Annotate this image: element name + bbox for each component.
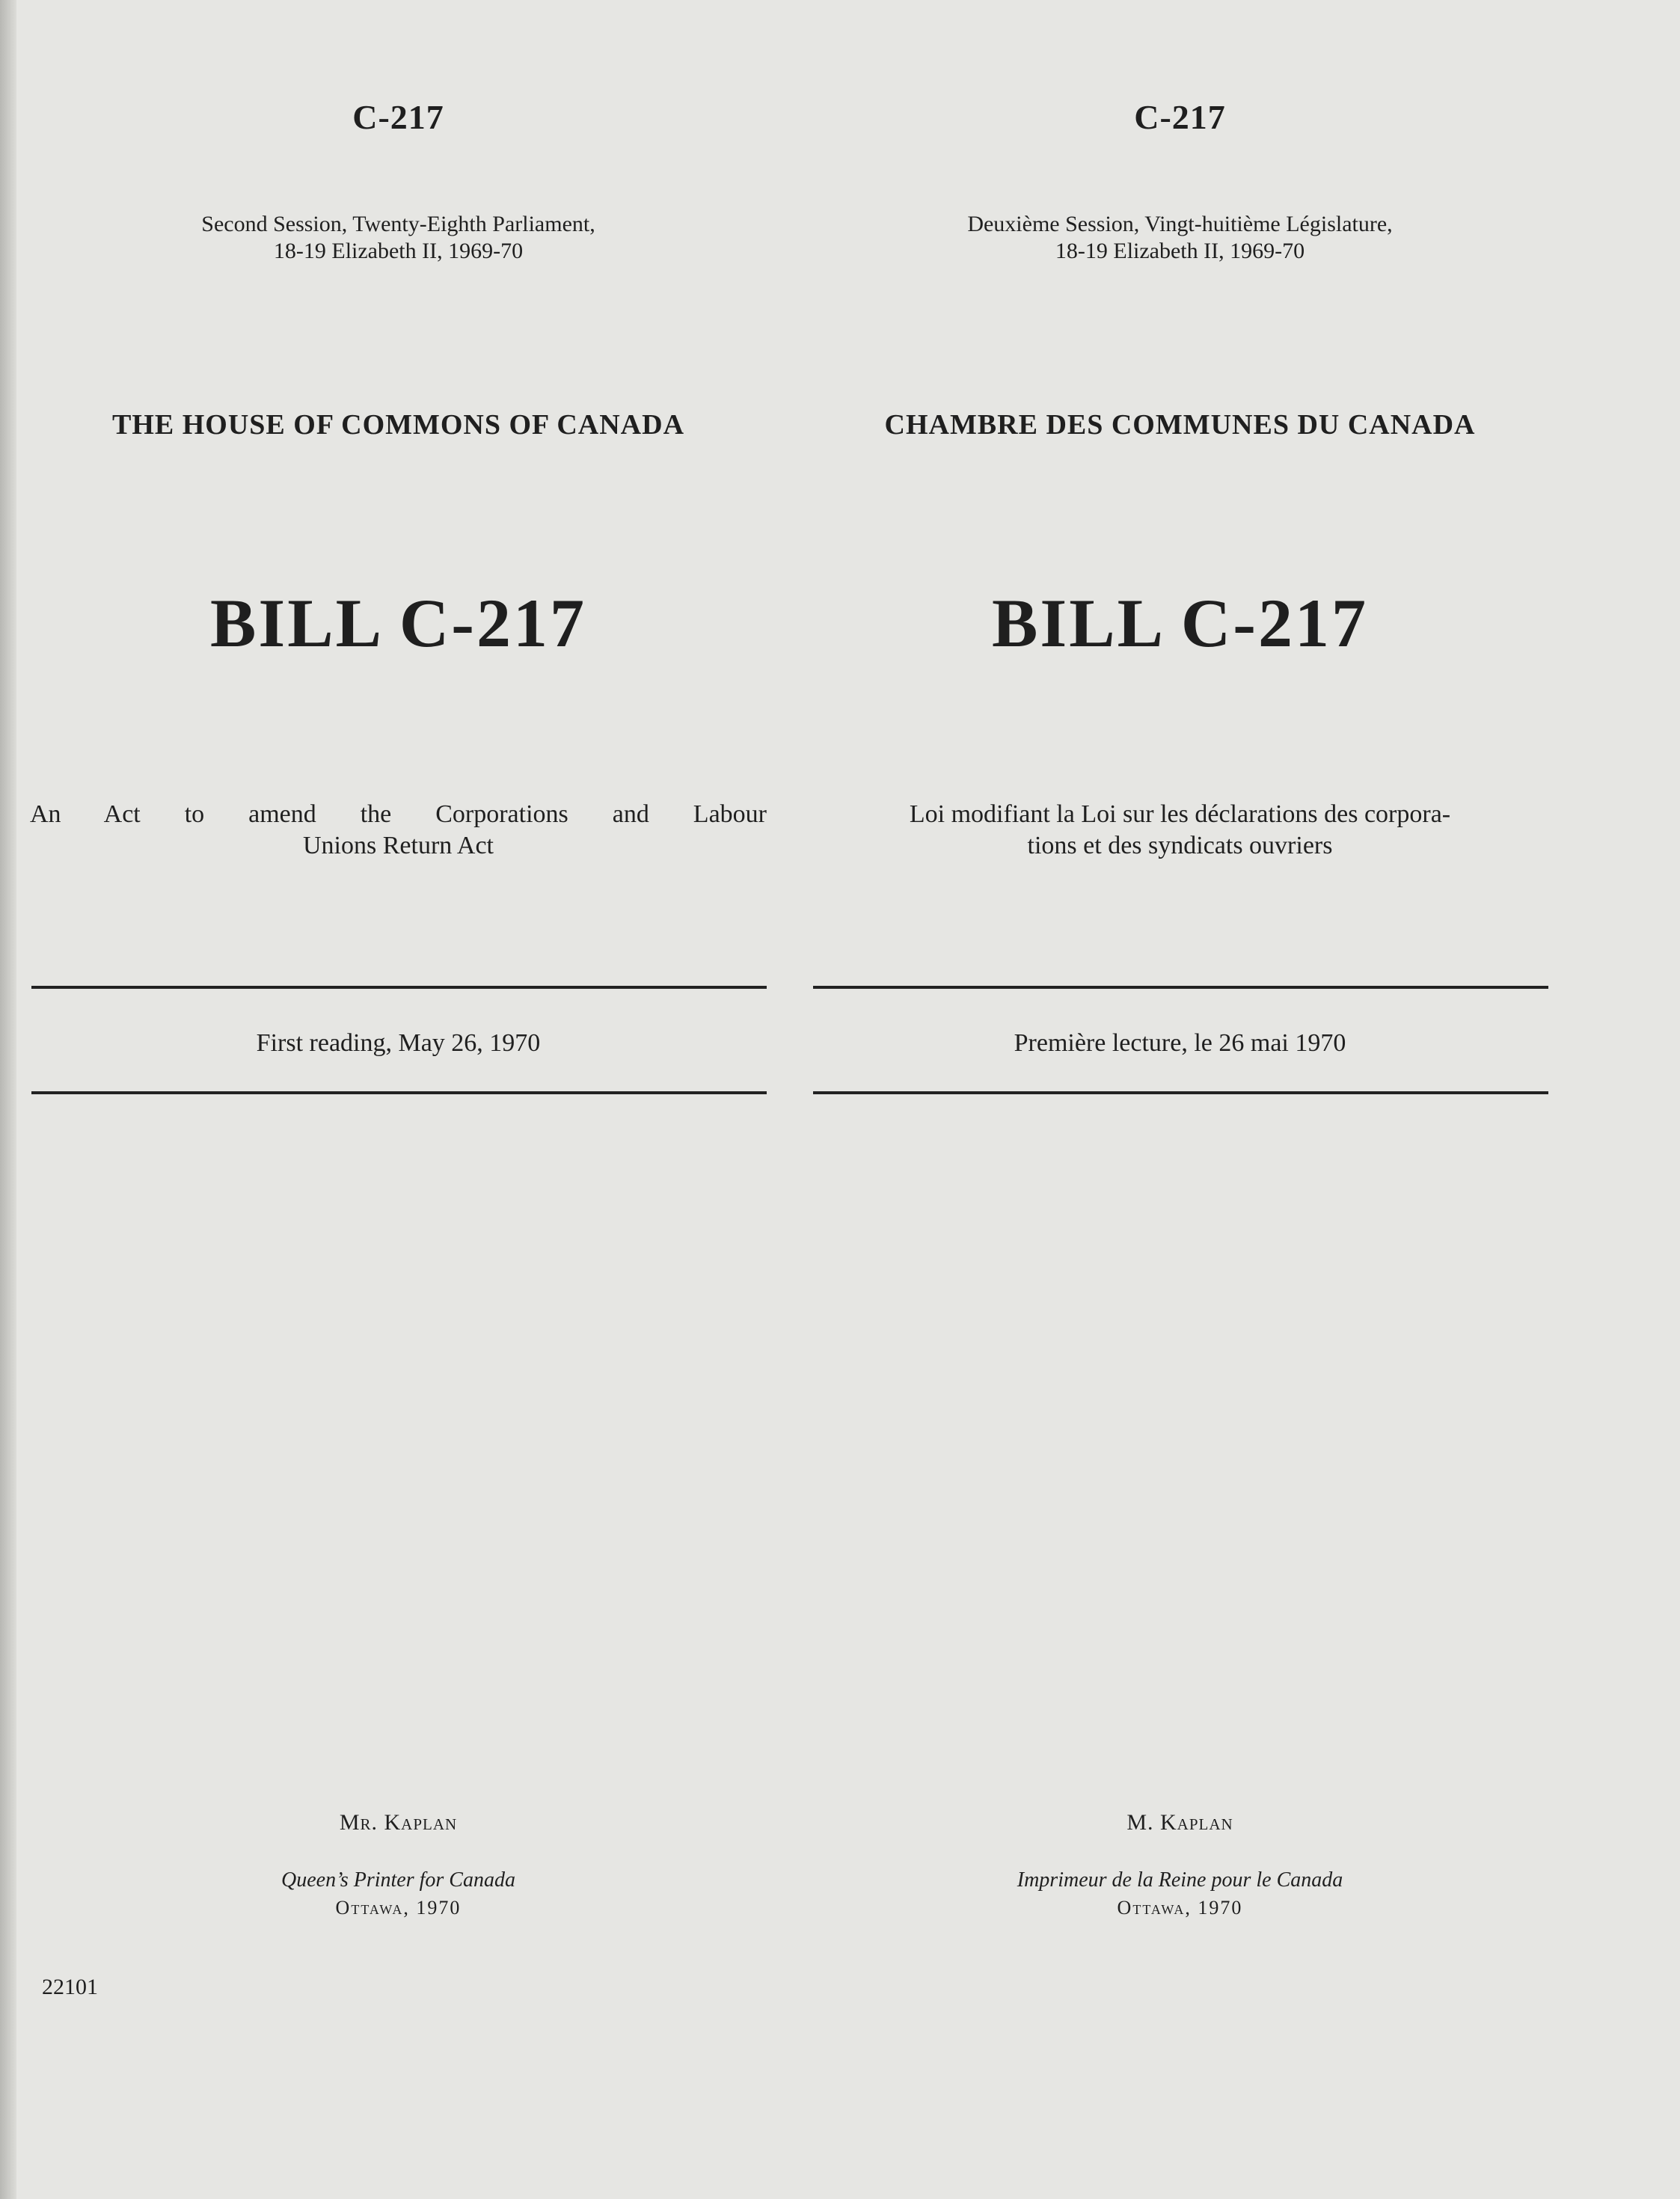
session-line1-en: Second Session, Twenty-Eighth Parliament, bbox=[201, 212, 595, 236]
sponsor-prefix-fr: M. bbox=[1126, 1810, 1154, 1835]
sponsor-fr bbox=[804, 1810, 1556, 1835]
session-line2-fr: 18-19 Elizabeth II, 1969-70 bbox=[1055, 239, 1305, 263]
house-heading-fr: CHAMBRE DES COMMUNES DU CANADA bbox=[884, 409, 1476, 441]
first-reading-fr: Première lecture, le 26 mai 1970 bbox=[1014, 1029, 1346, 1057]
act-line2-fr: tions et des syndicats ouvriers bbox=[1027, 832, 1333, 859]
divider-bottom-en bbox=[31, 1091, 767, 1094]
session-en bbox=[22, 211, 774, 265]
act-title-fr bbox=[804, 799, 1556, 862]
city-en: Ottawa, 1970 bbox=[335, 1897, 462, 1919]
bill-number-fr: C-217 bbox=[1134, 98, 1226, 136]
bill-title-fr: BILL C-217 bbox=[992, 585, 1368, 661]
sponsor-name-fr: Kaplan bbox=[1160, 1810, 1233, 1835]
session-line1-fr: Deuxième Session, Vingt-huitième Législature, bbox=[967, 212, 1393, 236]
divider-top-en bbox=[31, 986, 767, 989]
sponsor-prefix-en: Mr. bbox=[339, 1810, 378, 1835]
divider-top-fr bbox=[813, 986, 1548, 989]
sponsor-en bbox=[22, 1810, 774, 1835]
house-heading-en: THE HOUSE OF COMMONS OF CANADA bbox=[111, 409, 685, 441]
document-number: 22101 bbox=[42, 1975, 98, 1999]
session-line2-en: 18-19 Elizabeth II, 1969-70 bbox=[273, 239, 524, 263]
printer-fr: Imprimeur de la Reine pour le Canada bbox=[1017, 1868, 1343, 1892]
first-reading-en: First reading, May 26, 1970 bbox=[256, 1029, 541, 1057]
act-line1-fr: Loi modifiant la Loi sur les déclarations des corpora- bbox=[909, 800, 1451, 828]
act-line1-en: An Act to amend the Corporations and Labour bbox=[30, 800, 767, 828]
act-line2-en: Unions Return Act bbox=[303, 832, 494, 859]
bill-number-en: C-217 bbox=[352, 98, 444, 136]
sponsor-name-en: Kaplan bbox=[384, 1810, 458, 1835]
page-edge bbox=[0, 0, 16, 2199]
printer-en: Queen’s Printer for Canada bbox=[281, 1868, 515, 1892]
divider-bottom-fr bbox=[813, 1091, 1548, 1094]
session-fr bbox=[804, 211, 1556, 265]
bill-title-en: BILL C-217 bbox=[210, 585, 586, 661]
city-fr: Ottawa, 1970 bbox=[1117, 1897, 1243, 1919]
act-title-en bbox=[22, 799, 774, 862]
